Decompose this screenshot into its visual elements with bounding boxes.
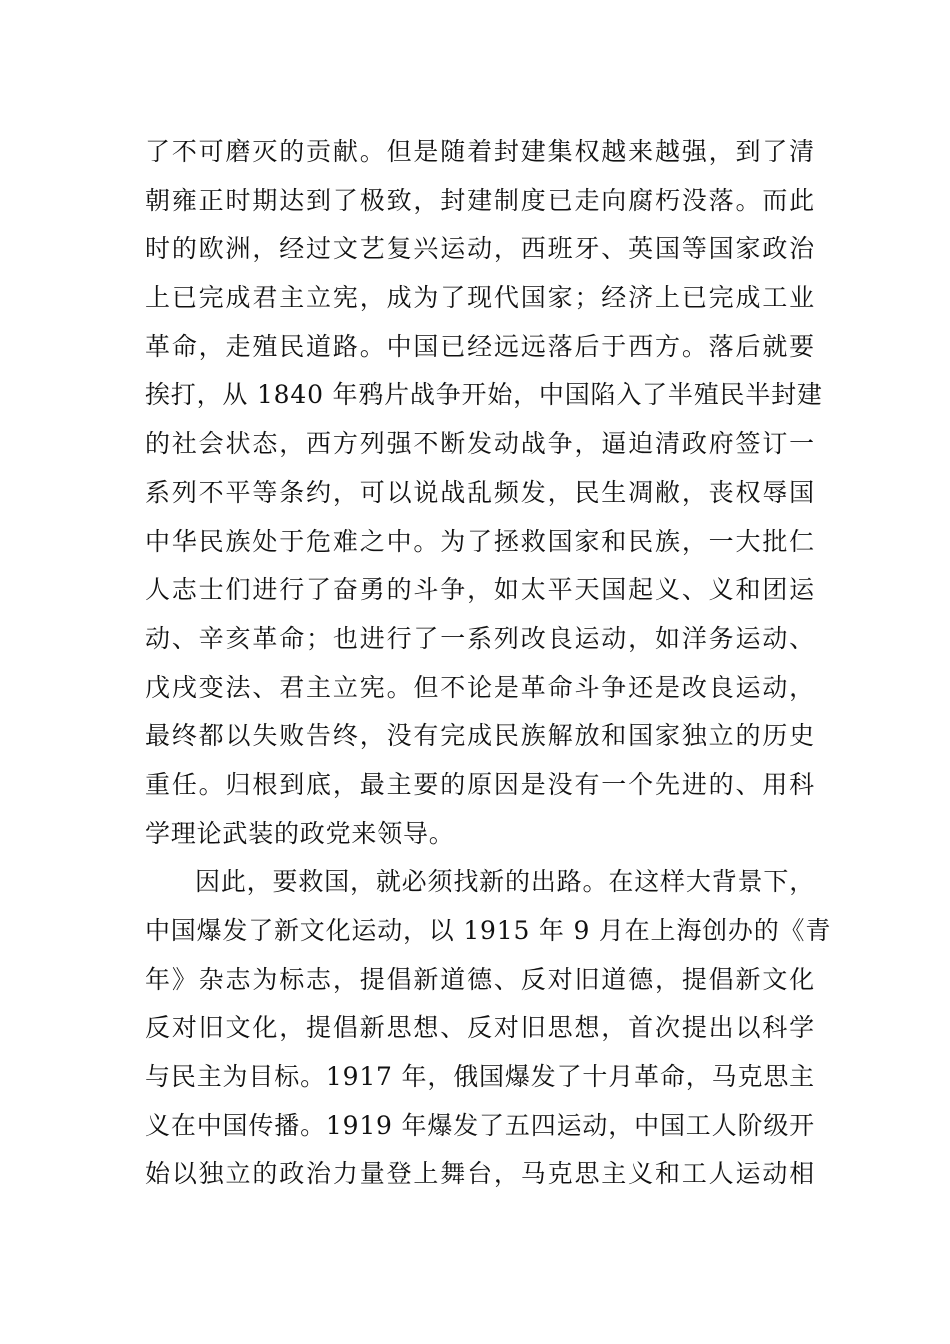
text-line: 动、辛亥革命；也进行了一系列改良运动，如洋务运动、 — [145, 623, 815, 653]
text-line: 年》杂志为标志，提倡新道德、反对旧道德，提倡新文化 — [145, 964, 815, 994]
text-line: 革命，走殖民道路。中国已经远远落后于西方。落后就要 — [145, 331, 815, 361]
text-line: 上已完成君主立宪，成为了现代国家；经济上已完成工业 — [145, 283, 815, 313]
text-line: 人志士们进行了奋勇的斗争，如太平天国起义、义和团运 — [145, 575, 815, 605]
text-line: 义在中国传播。1919 年爆发了五四运动，中国工人阶级开 — [145, 1110, 815, 1140]
text-line: 戊戌变法、君主立宪。但不论是革命斗争还是改良运动， — [145, 672, 815, 702]
body-text — [145, 128, 832, 1199]
text-line: 与民主为目标。1917 年，俄国爆发了十月革命，马克思主 — [145, 1062, 815, 1092]
text-line: 重任。归根到底，最主要的原因是没有一个先进的、用科 — [145, 769, 815, 799]
text-line: 中国爆发了新文化运动，以 1915 年 9 月在上海创办的《青 — [145, 916, 832, 945]
text-line: 挨打，从 1840 年鸦片战争开始，中国陷入了半殖民半封建 — [145, 380, 823, 410]
text-line: 始以独立的政治力量登上舞台，马克思主义和工人运动相 — [145, 1159, 815, 1189]
text-line: 的社会状态，西方列强不断发动战争，逼迫清政府签订一 — [145, 429, 815, 459]
text-line: 时的欧洲，经过文艺复兴运动，西班牙、英国等国家政治 — [145, 234, 815, 264]
text-line: 朝雍正时期达到了极致，封建制度已走向腐朽没落。而此 — [145, 185, 815, 215]
text-line: 最终都以失败告终，没有完成民族解放和国家独立的历史 — [145, 721, 815, 751]
text-line: 学理论武装的政党来领导。 — [145, 818, 455, 848]
paragraph-first-line: 因此，要救国，就必须找新的出路。在这样大背景下， — [195, 867, 815, 897]
text-line: 反对旧文化，提倡新思想、反对旧思想，首次提出以科学 — [145, 1013, 815, 1043]
text-line: 了不可磨灭的贡献。但是随着封建集权越来越强，到了清 — [145, 137, 815, 166]
text-line: 中华民族处于危难之中。为了拯救国家和民族，一大批仁 — [145, 526, 815, 556]
text-line: 系列不平等条约，可以说战乱频发，民生凋敝，丧权辱国 — [145, 477, 815, 507]
